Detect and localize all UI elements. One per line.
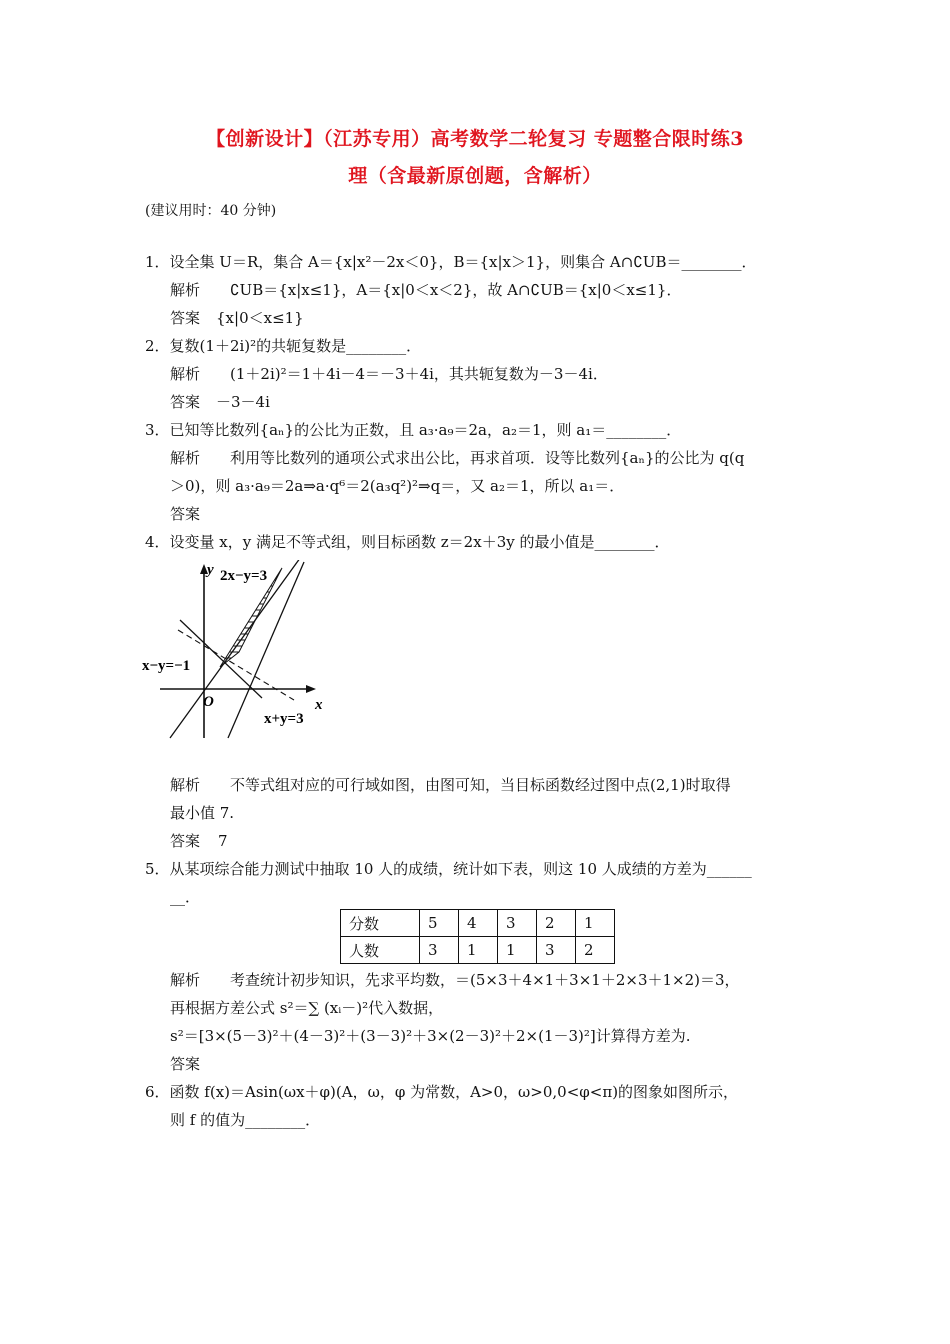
x-axis-label: x xyxy=(315,697,323,713)
q3-answer-label: 答案 xyxy=(170,505,201,523)
answer-label: 答案 xyxy=(170,309,201,327)
table-cell: 分数 xyxy=(341,910,420,937)
time-note: (建议用时：40 分钟) xyxy=(145,203,277,219)
table-cell: 5 xyxy=(420,910,459,937)
q3-analysis xyxy=(170,447,744,468)
analysis-label: 解析 xyxy=(170,365,201,383)
q2-analysis xyxy=(170,363,608,384)
table-cell: 3 xyxy=(420,937,459,964)
table-cell: 2 xyxy=(576,937,615,964)
q3-analysis-text-2: ＞0)，则 a₃·a₉＝2a⇒a·q⁶＝2(a₃q²)²⇒q＝，又 a₂＝1，所以 a₁＝． xyxy=(170,477,625,495)
q4-analysis xyxy=(170,774,731,795)
analysis-label: 解析 xyxy=(170,281,201,299)
q3-analysis-text-1: 利用等比数列的通项公式求出公比，再求首项．设等比数列{aₙ}的公比为 q(q xyxy=(230,449,745,467)
q5-stem-cont: __． xyxy=(170,888,201,906)
table-cell: 2 xyxy=(537,910,576,937)
table-cell: 人数 xyxy=(341,937,420,964)
q6-stem-1: 6．函数 f(x)＝Asin(ωx＋φ)(A，ω，φ 为常数，A>0，ω>0,0<φ<π)的图象如图所示， xyxy=(145,1083,739,1101)
table-row xyxy=(341,910,615,937)
q5-answer-label: 答案 xyxy=(170,1055,201,1073)
q5-stem: 5．从某项综合能力测试中抽取 10 人的成绩，统计如下表，则这 10 人成绩的方差为______ xyxy=(145,860,752,878)
origin-label: O xyxy=(203,694,214,710)
answer-label: 答案 xyxy=(170,832,201,850)
line1-label: 2x−y=3 xyxy=(220,568,268,584)
table-cell: 4 xyxy=(459,910,498,937)
table-cell: 3 xyxy=(537,937,576,964)
table-cell: 3 xyxy=(498,910,537,937)
q5-analysis-text-3: s²＝[3×(5－3)²＋(4－3)²＋(3－3)²＋3×(2－3)²＋2×(1－3)²]计算得方差为. xyxy=(170,1027,691,1045)
table-cell: 1 xyxy=(459,937,498,964)
analysis-label: 解析 xyxy=(170,449,201,467)
table-row xyxy=(341,937,615,964)
q1-answer xyxy=(170,307,304,328)
q2-stem: 2．复数(1＋2i)²的共轭复数是________． xyxy=(145,337,422,355)
feasible-region-figure xyxy=(140,560,330,745)
q4-analysis-text-1: 不等式组对应的可行域如图，由图可知，当目标函数经过图中点(2,1)时取得 xyxy=(230,776,731,794)
q6-stem-2: 则 f 的值为________． xyxy=(170,1111,321,1129)
q5-analysis xyxy=(170,969,740,990)
analysis-label: 解析 xyxy=(170,971,201,989)
line3-label: x+y=3 xyxy=(264,711,304,727)
q4-answer xyxy=(170,830,228,851)
q5-analysis-text-2: 再根据方差公式 s²＝∑ (xᵢ－)²代入数据， xyxy=(170,999,444,1017)
q2-analysis-text: (1＋2i)²＝1＋4i－4＝－3＋4i，其共轭复数为－3－4i． xyxy=(230,365,608,383)
q1-analysis-text: ∁UB＝{x|x≤1}，A＝{x|0＜x＜2}，故 A∩∁UB＝{x|0＜x≤1}． xyxy=(230,281,682,299)
q2-answer-text: －3－4i xyxy=(216,393,270,411)
analysis-label: 解析 xyxy=(170,776,201,794)
q5-analysis-text-1: 考查统计初步知识，先求平均数，＝(5×3＋4×1＋3×1＋2×3＋1×2)＝3， xyxy=(230,971,740,989)
y-axis-label: y xyxy=(207,562,214,578)
table-cell: 1 xyxy=(576,910,615,937)
q1-analysis xyxy=(170,279,681,300)
doc-title-line2: 理（含最新原创题，含解析） xyxy=(348,165,602,187)
q1-answer-text: {x|0＜x≤1} xyxy=(216,309,304,327)
line2-label: x−y=−1 xyxy=(142,658,191,674)
score-table xyxy=(340,909,615,964)
q4-stem: 4．设变量 x，y 满足不等式组，则目标函数 z＝2x＋3y 的最小值是________． xyxy=(145,533,670,551)
q1-stem: 1．设全集 U＝R，集合 A＝{x|x²－2x＜0}，B＝{x|x＞1}，则集合 A∩∁UB＝________． xyxy=(145,253,757,271)
answer-label: 答案 xyxy=(170,393,201,411)
table-cell: 1 xyxy=(498,937,537,964)
q3-stem: 3．已知等比数列{aₙ}的公比为正数，且 a₃·a₉＝2a，a₂＝1，则 a₁＝________． xyxy=(145,421,682,439)
q4-answer-text: 7 xyxy=(218,832,228,850)
q2-answer xyxy=(170,391,270,412)
doc-title-line1: 【创新设计】（江苏专用）高考数学二轮复习 专题整合限时练3 xyxy=(206,128,744,150)
q4-analysis-text-2: 最小值 7. xyxy=(170,804,235,822)
x-axis-arrow-icon xyxy=(306,685,316,693)
